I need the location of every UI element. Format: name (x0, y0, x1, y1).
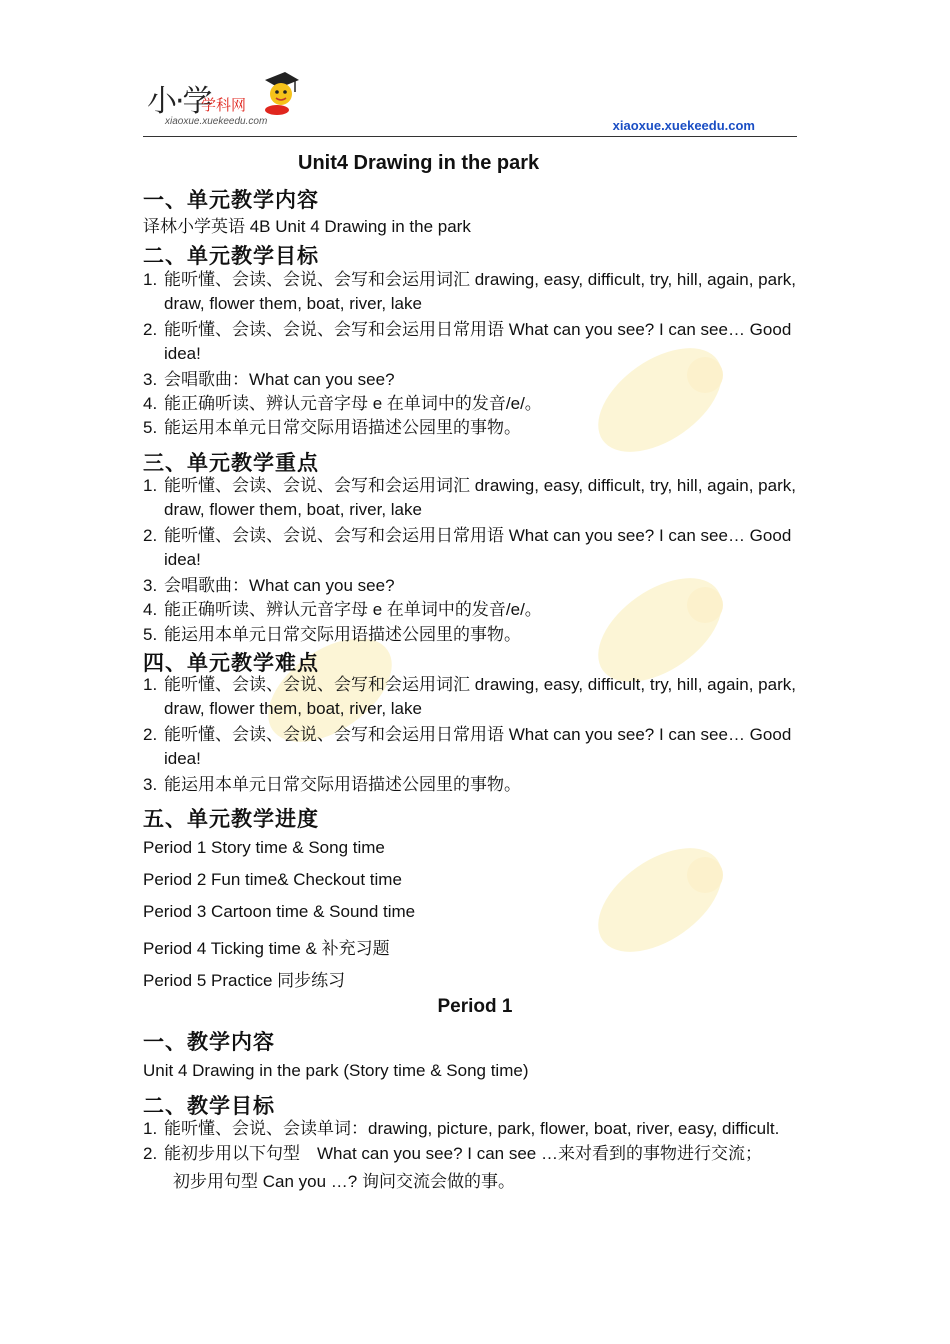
list-text: 能初步用以下句型 What can you see? I can see …来对看到的事物进行交流； (164, 1144, 762, 1163)
watermark-icon (520, 830, 750, 1010)
list-number: 5. (143, 418, 158, 437)
list-item (143, 598, 808, 622)
list-text: 会唱歌曲：What can you see? (164, 370, 395, 389)
list-text: 会唱歌曲：What can you see? (164, 576, 395, 595)
section-text: 译林小学英语 4B Unit 4 Drawing in the park (143, 217, 471, 236)
list-number: 2. (143, 1144, 158, 1163)
list-number: 1. (143, 675, 158, 694)
section-heading: 二、单元教学目标 (143, 244, 319, 268)
list-text: 能听懂、会读、会说、会写和会运用词汇 drawing, easy, difficult, try, hill, again, park, draw, flower them, boat, river, lake (164, 675, 796, 718)
list-item (143, 474, 808, 522)
period-item: Period 3 Cartoon time & Sound time (143, 902, 416, 921)
list-text: 能运用本单元日常交际用语描述公园里的事物。 (164, 418, 521, 437)
section-heading: 三、单元教学重点 (143, 451, 319, 475)
site-logo[interactable] (143, 66, 303, 128)
period-item: Period 4 Ticking time & 补充习题 (143, 939, 390, 958)
section-heading: 二、教学目标 (143, 1094, 275, 1118)
list-number: 2. (143, 725, 158, 744)
list-text: 能听懂、会读、会说、会写和会运用日常用语 What can you see? I can see… Good idea! (164, 320, 792, 363)
list-item (143, 268, 808, 316)
list-number: 1. (143, 476, 158, 495)
mascot-icon (255, 66, 301, 116)
list-number: 3. (143, 775, 158, 794)
list-text: 能听懂、会读、会说、会写和会运用日常用语 What can you see? I can see… Good idea! (164, 526, 792, 569)
document-title: Unit4 Drawing in the park (298, 152, 540, 174)
list-number: 4. (143, 394, 158, 413)
list-item (143, 623, 808, 647)
watermark-logo (520, 830, 750, 1010)
list-item (143, 673, 808, 721)
section-text: Unit 4 Drawing in the park (Story time & Song time) (143, 1061, 529, 1080)
list-item (143, 574, 808, 598)
list-item (143, 1117, 808, 1141)
site-url-link[interactable]: xiaoxue.xuekeedu.com (612, 118, 755, 133)
list-number: 3. (143, 576, 158, 595)
section-heading: 一、教学内容 (143, 1030, 275, 1054)
list-text-continued: 初步用句型 Can you …? 询问交流会做的事。 (173, 1172, 515, 1191)
list-text: 能运用本单元日常交际用语描述公园里的事物。 (164, 625, 521, 644)
list-text: 能听懂、会读、会说、会写和会运用词汇 drawing, easy, difficult, try, hill, again, park, draw, flower them, boat, river, lake (164, 270, 796, 313)
logo-text-main: 小·学 (147, 84, 211, 119)
logo-text-sub: 学科网 (201, 96, 247, 114)
list-item (143, 416, 808, 440)
logo-url: xiaoxue.xuekeedu.com (165, 116, 268, 127)
list-number: 4. (143, 600, 158, 619)
period-item: Period 1 Story time & Song time (143, 838, 385, 857)
list-text: 能正确听读、辨认元音字母 e 在单词中的发音/e/。 (164, 600, 542, 619)
list-number: 3. (143, 370, 158, 389)
list-text: 能听懂、会读、会说、会写和会运用日常用语 What can you see? I can see… Good idea! (164, 725, 792, 768)
period-title: Period 1 (437, 996, 513, 1017)
list-number: 2. (143, 320, 158, 339)
section-heading: 一、单元教学内容 (143, 188, 319, 212)
period-item: Period 5 Practice 同步练习 (143, 971, 346, 990)
section-heading: 四、单元教学难点 (143, 651, 319, 675)
list-number: 1. (143, 1119, 158, 1138)
list-item (143, 392, 808, 416)
page-header (143, 66, 797, 137)
list-item (143, 1142, 808, 1166)
list-number: 5. (143, 625, 158, 644)
period-item: Period 2 Fun time& Checkout time (143, 870, 402, 889)
list-item (143, 524, 808, 572)
section-heading: 五、单元教学进度 (143, 807, 319, 831)
list-item (143, 318, 808, 366)
list-text: 能正确听读、辨认元音字母 e 在单词中的发音/e/。 (164, 394, 542, 413)
list-text: 能运用本单元日常交际用语描述公园里的事物。 (164, 775, 521, 794)
list-item (143, 723, 808, 771)
list-item (143, 773, 808, 797)
list-text: 能听懂、会读、会说、会写和会运用词汇 drawing, easy, difficult, try, hill, again, park, draw, flower them, boat, river, lake (164, 476, 796, 519)
list-number: 2. (143, 526, 158, 545)
list-item (143, 368, 808, 392)
list-text: 能听懂、会说、会读单词：drawing, picture, park, flower, boat, river, easy, difficult. (164, 1119, 780, 1138)
list-number: 1. (143, 270, 158, 289)
